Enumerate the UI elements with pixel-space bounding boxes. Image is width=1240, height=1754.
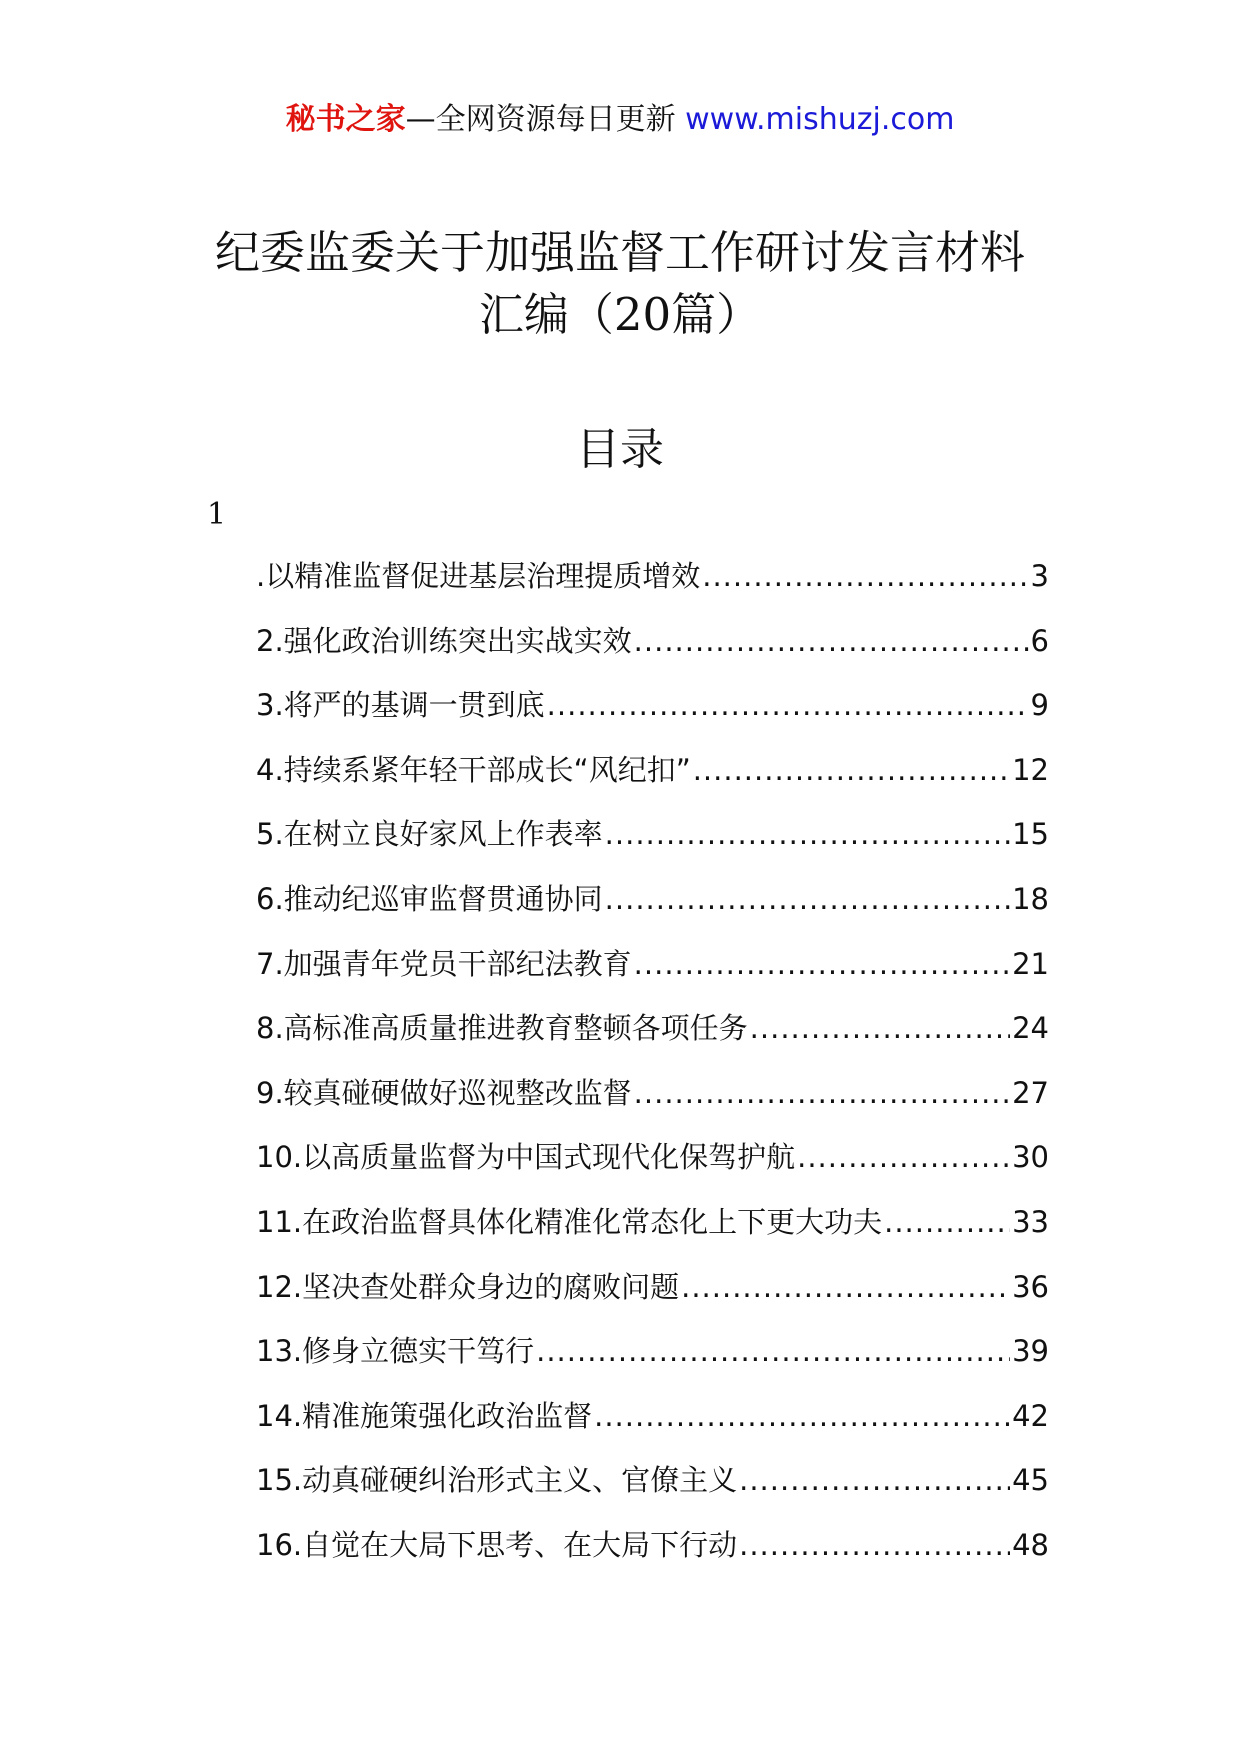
toc-list	[256, 556, 1049, 1590]
toc-dot-leader	[594, 1396, 1010, 1436]
toc-entry-title: 12.坚决查处群众身边的腐败问题	[256, 1269, 680, 1304]
toc-entry-page-number: 45	[1012, 1463, 1049, 1498]
toc-dot-leader	[605, 814, 1010, 854]
toc-entry-page-number: 36	[1012, 1269, 1049, 1304]
toc-dot-leader	[750, 1008, 1010, 1048]
toc-entry-title: 15.动真碰硬纠治形式主义、官僚主义	[256, 1463, 738, 1498]
toc-entry-title: 2.强化政治训练突出实战实效	[256, 623, 632, 658]
toc-dot-leader	[884, 1202, 1010, 1242]
document-title	[0, 222, 1240, 346]
toc-dot-leader	[739, 1460, 1010, 1500]
title-line-2-suffix: 篇）	[671, 288, 762, 341]
toc-entry[interactable]	[256, 556, 1049, 621]
toc-dot-leader	[547, 685, 1029, 725]
title-line-1: 纪委监委关于加强监督工作研讨发言材料	[214, 226, 1025, 279]
toc-entry-page-number: 30	[1012, 1140, 1049, 1175]
toc-entry-page-number: 39	[1012, 1334, 1049, 1369]
toc-entry-page-number: 21	[1012, 946, 1049, 981]
toc-entry-title: 7.加强青年党员干部纪法教育	[256, 946, 632, 981]
toc-entry-title: 16.自觉在大局下思考、在大局下行动	[256, 1527, 738, 1562]
toc-entry-page-number: 18	[1012, 881, 1049, 916]
toc-entry-title: .以精准监督促进基层治理提质增效	[256, 559, 701, 593]
toc-entry[interactable]	[256, 1525, 1049, 1590]
toc-dot-leader	[536, 1331, 1010, 1371]
site-header	[0, 100, 1240, 140]
toc-entry-title: 6.推动纪巡审监督贯通协同	[256, 881, 603, 916]
toc-entry-title: 10.以高质量监督为中国式现代化保驾护航	[256, 1140, 796, 1175]
toc-entry[interactable]	[256, 879, 1049, 944]
toc-entry[interactable]	[256, 1073, 1049, 1138]
toc-entry[interactable]	[256, 1396, 1049, 1461]
toc-entry-page-number: 24	[1012, 1011, 1049, 1046]
title-article-count: 20	[613, 288, 672, 341]
toc-entry-page-number: 15	[1012, 817, 1049, 852]
brand-name: 秘书之家	[285, 102, 406, 137]
toc-dot-leader	[693, 750, 1010, 790]
toc-entry[interactable]	[256, 1267, 1049, 1332]
toc-entry-page-number: 9	[1030, 688, 1049, 723]
toc-entry-title: 8.高标准高质量推进教育整顿各项任务	[256, 1011, 748, 1046]
toc-dot-leader	[605, 879, 1010, 919]
toc-entry[interactable]	[256, 1331, 1049, 1396]
toc-entry[interactable]	[256, 814, 1049, 879]
toc-entry[interactable]	[256, 1008, 1049, 1073]
toc-entry[interactable]	[256, 1202, 1049, 1267]
toc-entry-title: 11.在政治监督具体化精准化常态化上下更大功夫	[256, 1204, 883, 1239]
toc-entry-title: 3.将严的基调一贯到底	[256, 688, 545, 723]
toc-dot-leader	[634, 621, 1029, 661]
title-line-2	[0, 284, 1240, 346]
toc-entry[interactable]	[256, 1460, 1049, 1525]
title-line-2-prefix: 汇编（	[478, 288, 614, 341]
toc-stray-number: 1	[207, 497, 227, 532]
toc-entry-page-number: 3	[1030, 559, 1049, 593]
toc-entry-title: 4.持续系紧年轻干部成长“风纪扣”	[256, 752, 691, 787]
toc-entry-page-number: 27	[1012, 1075, 1049, 1110]
toc-dot-leader	[797, 1137, 1010, 1177]
toc-dot-leader	[739, 1525, 1010, 1565]
toc-dot-leader	[702, 556, 1028, 596]
toc-entry-page-number: 12	[1012, 752, 1049, 787]
toc-entry-title: 13.修身立德实干笃行	[256, 1334, 535, 1369]
toc-entry-title: 14.精准施策强化政治监督	[256, 1398, 593, 1433]
toc-entry[interactable]	[256, 621, 1049, 686]
toc-entry-page-number: 6	[1030, 623, 1049, 658]
toc-heading: 目录	[576, 424, 664, 475]
toc-entry-title: 5.在树立良好家风上作表率	[256, 817, 603, 852]
toc-entry[interactable]	[256, 944, 1049, 1009]
site-url-link[interactable]: www.mishuzj.com	[685, 102, 955, 137]
toc-entry-title: 9.较真碰硬做好巡视整改监督	[256, 1075, 632, 1110]
toc-entry-page-number: 33	[1012, 1204, 1049, 1239]
toc-dot-leader	[634, 1073, 1010, 1113]
toc-entry-page-number: 42	[1012, 1398, 1049, 1433]
toc-entry-page-number: 48	[1012, 1527, 1049, 1562]
toc-dot-leader	[634, 944, 1010, 984]
toc-entry[interactable]	[256, 685, 1049, 750]
toc-entry[interactable]	[256, 750, 1049, 815]
toc-entry[interactable]	[256, 1137, 1049, 1202]
header-slogan: —全网资源每日更新	[405, 102, 676, 137]
toc-dot-leader	[681, 1267, 1010, 1307]
